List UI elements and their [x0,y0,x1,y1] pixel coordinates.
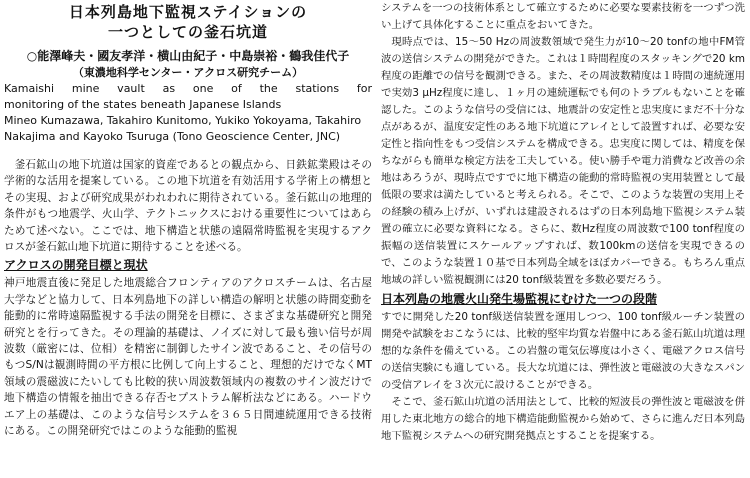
spacer [4,145,372,157]
section-heading-across-goals: アクロスの開発目標と現状 [4,258,148,273]
paper-title-line-2: 一つとしての釜石坑道 [107,23,268,41]
english-authors-line-1: Mineo Kumazawa, Takahiro Kunitomo, Yukiko Yokoyama, Takahiro [4,114,362,127]
english-authors-line-2: Nakajima and Kayoko Tsuruga (Tono Geoscience Center, JNC) [4,130,341,143]
english-title-line-1: Kamaishi mine vault as one of the stations for [4,82,372,95]
intro-paragraph: 釜石鉱山の地下坑道は国家的資産であるとの観点から、日鉄鉱業殿はその学術的な活用を提案している。この地下坑道を有効活用する学術上の構想とその実現、および研究成果がわれわれに期待されている。釜石鉱山の地理的条件がもつ地震学、火山学、テクトニックスにおける重要性についてはあらためて述べない。ここでは、地下構造と状態の遠隔常時監視を実現するアクロスが釜石鉱山地下坑道に期待することを述べる。 [4,159,372,254]
affiliation-japanese: （東濃地科学センター・アクロス研究チーム） [72,66,304,79]
authors-japanese: ○能澤峰夫・國友孝洋・横山由紀子・中島崇裕・鶴我佳代子 [26,49,350,63]
proposal-paragraph: そこで、釜石鉱山坑道の活用法として、比較的短波長の弾性波と電磁波を併用した東北地方の総合的地下構造能動監視から始めて、さらに進んだ日本列島地下監視システムへの研究開発拠点とすることを提案する。 [381,396,745,442]
right-column [381,0,745,445]
section1-paragraph: 神戸地震直後に発足した地震総合フロンティアのアクロスチームは、名古屋大学などと協力して、日本列島地下の詳しい構造の解明と状態の時間変動を能動的に常時遠隔監視する手法の開発を目標に、さまざまな基礎研究と開発研究とを行ってきた。その理論的基礎は、ノイズに対して最も強い信号が周波数（厳密には、位相）を精密に制御したサイン波であること、その信号のもつS/Nは観測時間の平方根に比例して向上すること、理想的だけでなくMT領域の震磁波にたいしても比較的狭い周波数領域内の複数のサイン波だけで地下構造の情報を抽出できる存否セプストラム解析法などにある。ハードウエア上の基礎は、このような信号システムを３６５日間連続運用できる技術にある。この開発研究ではこのような能動的監視 [4,277,372,438]
continuation-paragraph: システムを一つの技術体系として確立するために必要な要素技術を一つずつ洗い上げて具体化することに重点をおいてきた。 [381,2,745,31]
english-title-line-2: monitoring of the states beneath Japanese Islands [4,98,282,111]
kamaishi-conditions-paragraph: すでに開発した20 tonf級送信装置を運用しつつ、100 tonf級ルーチン装置の開発や試験をおこなうには、比較的堅牢均質な岩盤中にある釜石鉱山坑道は理想的な条件を備えている。この岩盤の電気伝導度は小さく、電磁アクロス信号の送信実験にも適している。長大な坑道には、弾性波と電磁波の大きなスパンの受信アレイを３次元に設けることができる。 [381,311,745,391]
section-heading-monitoring-step: 日本列島の地震火山発生場監視にむけた一つの段階 [381,292,658,306]
left-column [4,0,372,440]
paper-title-line-1: 日本列島地下監視ステイションの [68,3,308,21]
current-status-paragraph: 現時点では、15～50 Hzの周波数領域で発生力が10～20 tonfの地中FM管波の送信システムの開発ができた。これは１時間程度のスタッキングで20 km程度の距離での信号を観測できる。また、その周波数精度は１時間の連続運用で実効3 μHz程度に達し、１ヶ月の連続運転でも何のトラブルもないことを確認した。このような信号の受信には、地震計の安定性と忠実度にまだ不十分な点があるが、温度安定性のある地下坑道にアレイとして設置すれば、必要な安定性と指向性をもつ受信システムを構成できる。忠実度に関しては、精度を保ちながらも簡単な検定方法を工夫している。使い勝手や電力消費など改善の余地はあろうが、現時点ですでに地下構造の能動的常時監視の実用装置として最低限の要求は満たしていると考えられる。そこで、このような装置の実用上その経験の積み上げが、いずれは建設されるはずの日本列島地下監視システム装置の確立に必要な資料になる。さらに、数Hz程度の周波数で100 tonf程度の振幅の送信装置にスケールアップすれば、数100kmの送信を実現できるので、このような装置１０基で日本列島全域をほぼカバーできる。もちろん重点地域の詳しい監視観測には20 tonf級装置を多数必要だろう。 [381,36,745,286]
